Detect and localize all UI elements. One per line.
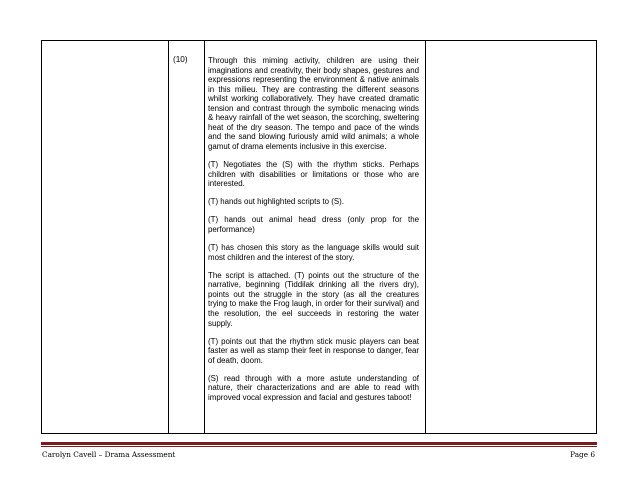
paragraph: The script is attached. (T) points out the structure of the narrative, beginning (Tiddilak drinking all the rivers dry), points out the struggle in the story (as all the creatures trying to make the Frog laugh, in order for their survival) and the resolution, the eel succeeds in restoring the water supply. xyxy=(208,270,419,328)
footer-author-title: Carolyn Cavell – Drama Assessment xyxy=(42,450,176,459)
paragraph: (T) points out that the rhythm stick music players can beat faster as well as stamp their feet in response to danger, fear of death, doom. xyxy=(208,336,419,365)
paragraph: (T) Negotiates the (S) with the rhythm sticks. Perhaps children with disabilities or limitations or those who are interested. xyxy=(208,160,419,189)
paragraph: Through this miming activity, children are using their imaginations and creativity, their body shapes, gestures and expressions representing the environment & native animals in this milieu. They are contrasting the different seasons whilst working collaboratively. They have created dramatic tension and contrast through the symbolic menacing winds & heavy rainfall of the wet season, the scorching, sweltering heat of the dry season. The tempo and pace of the winds and the sand blowing furiously amid wild animals; a whole gamut of drama elements inclusive in this exercise. xyxy=(208,56,419,151)
column-divider xyxy=(204,41,205,433)
page-number: Page 6 xyxy=(570,450,595,459)
footer-rule xyxy=(41,442,597,445)
paragraph: (T) has chosen this story as the language skills would suit most children and the interest of the story. xyxy=(208,243,419,262)
paragraph: (T) hands out animal head dress (only prop for the performance) xyxy=(208,215,419,234)
column-divider xyxy=(425,41,426,433)
time-cell: (10) xyxy=(173,55,188,64)
paragraph: (S) read through with a more astute understanding of nature, their characterizations and are able to read with improved vocal expression and facial and gestures taboot! xyxy=(208,373,419,403)
paragraph: (T) hands out highlighted scripts to (S). xyxy=(208,197,344,207)
footer-rule-thin xyxy=(41,446,597,447)
column-divider xyxy=(168,41,169,433)
activity-description-cell xyxy=(208,56,419,411)
